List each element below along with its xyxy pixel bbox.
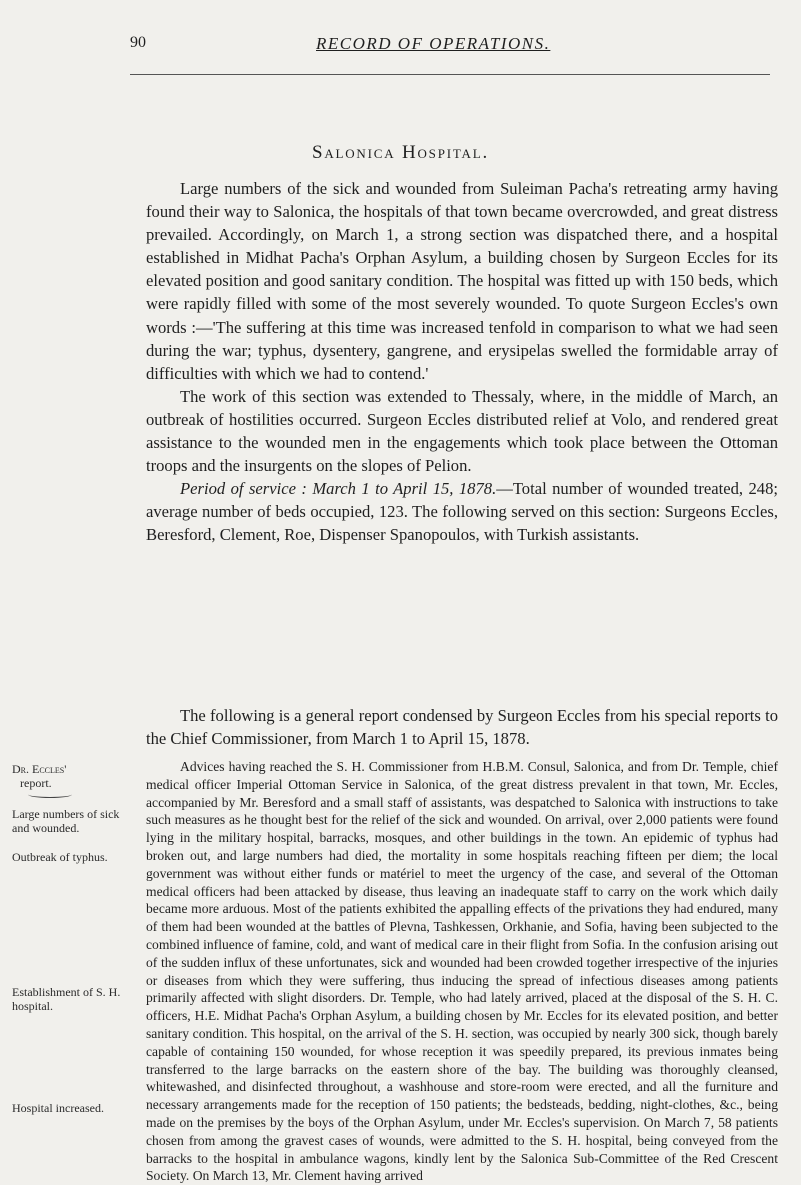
section-title: Salonica Hospital.	[311, 142, 490, 163]
intro-text	[146, 177, 778, 547]
period-of-service-text: —Total number of wounded treated, 248; average number of beds occupied, 123. The following served on this section: Surgeons Eccles, Beresford, Clement, Roe, Dispenser Spanopoulos, with Turkish assistants.	[146, 479, 779, 545]
brace-ornament	[28, 791, 72, 798]
sidenote-report	[12, 762, 130, 798]
report-paragraph: Advices having reached the S. H. Commissioner from H.B.M. Consul, Salonica, and from Dr. Temple, chief medical officer Imperial Ottoman Service in Salonica, of the great distress prevalent in that town, Mr. Eccles, accompanied by Mr. Beresford and a small staff of assistants, was despatched to Salonica with instructions to take such measures as he thought best for the relief of the sick and wounded. On arrival, over 2,000 patients were found lying in the military hospital, barracks, mosques, and other buildings in the town. An epidemic of typhus had broken out, and large numbers had died, the mortality in some hospitals reaching fifteen per diem; the local government was without either funds or matériel to meet the urgency of the case, and several of the Ottoman medical officers had been attacked by disease, thus leaving an inadequate staff to carry on the work which daily became more arduous. Most of the patients exhibited the appalling effects of the privations they had endured, many of them had been wounded at the battles of Plevna, Tashkessen, Orkhanie, and Sofia, having been subjected to the combined influence of famine, cold, and want of medical care in their flight from Sofia. In the confusion arising out of the sudden influx of these unfortunates, sick and wounded had been crowded together irrespective of the injuries or diseases from which they were suffering, thus inducing the spread of infectious diseases among patients primarily affected with slight disorders. Dr. Temple, who had lately arrived, placed at the disposal of the S. H. C. officers, H.E. Midhat Pacha's Orphan Asylum, a building chosen by Mr. Eccles for its elevated position, and better sanitary condition. This hospital, on the arrival of the S. H. section, was occupied by nearly 300 sick, though barely capable of containing 150 wounded, for whose reception it was speedily prepared, its previous inmates being transferred to the large barracks on the eastern shore of the bay. The building was thoroughly cleansed, whitewashed, and disinfected throughout, a washhouse and store-room were erected, and all the furniture and necessary arrangements made for the reception of 150 patients; the bedsteads, bedding, night-clothes, &c., being made on the premises by the boys of the Orphan Asylum, under Mr. Eccles's supervision. On March 7, 58 patients chosen from among the gravest cases of wounds, were admitted to the S. H. hospital, being conveyed from the barracks to the hospital in ambulance wagons, kindly lent by the Salonica Sub-Committee of the Red Crescent Society. On March 13, Mr. Clement having arrived	[146, 759, 778, 1184]
sidenote-establishment: Establishment of S. H. hospital.	[12, 985, 121, 1014]
running-head: RECORD OF OPERATIONS.	[316, 34, 551, 53]
sidenote-report-line-1: Dr. Eccles'	[12, 762, 67, 776]
intro-paragraph-2: The work of this section was extended to Thessaly, where, in the middle of March, an outbreak of hostilities occurred. Surgeon Eccles distributed relief at Volo, and rendered great assistance to the wounded men in the engagements which took place between the Ottoman troops and the insurgents on the slopes of Pelion.	[146, 386, 778, 476]
header-rule	[130, 74, 770, 75]
intro-paragraph-3	[146, 477, 778, 546]
report-intro-text	[146, 704, 778, 750]
sidenote-large-numbers: Large numbers of sick and wounded.	[12, 807, 120, 836]
period-of-service-label: Period of service : March 1 to April 15, 1878.	[180, 479, 497, 499]
sidenote-hospital-increased: Hospital increased.	[12, 1101, 104, 1115]
page-header	[0, 22, 801, 70]
report-body	[146, 758, 778, 1185]
report-intro-paragraph: The following is a general report condensed by Surgeon Eccles from his special reports to the Chief Commissioner, from March 1 to April 15, 1878.	[146, 706, 778, 749]
page-number: 90	[130, 34, 146, 51]
intro-paragraph-1: Large numbers of the sick and wounded from Suleiman Pacha's retreating army having found their way to Salonica, the hospitals of that town became overcrowded, and great distress prevailed. Accordingly, on March 1, a strong section was dispatched there, and a hospital established in Midhat Pacha's Orphan Asylum, a building chosen by Surgeon Eccles for its elevated position and good sanitary condition. The hospital was fitted up with 150 beds, which were rapidly filled with some of the most severely wounded. To quote Surgeon Eccles's own words :—'The suffering at this time was increased tenfold in comparison to what we had seen during the war; typhus, dysentery, gangrene, and erysipelas swelled the formidable array of difficulties with which we had to contend.'	[146, 179, 778, 383]
sidenote-report-line-2: report.	[20, 776, 52, 791]
sidenote-typhus: Outbreak of typhus.	[12, 850, 108, 864]
